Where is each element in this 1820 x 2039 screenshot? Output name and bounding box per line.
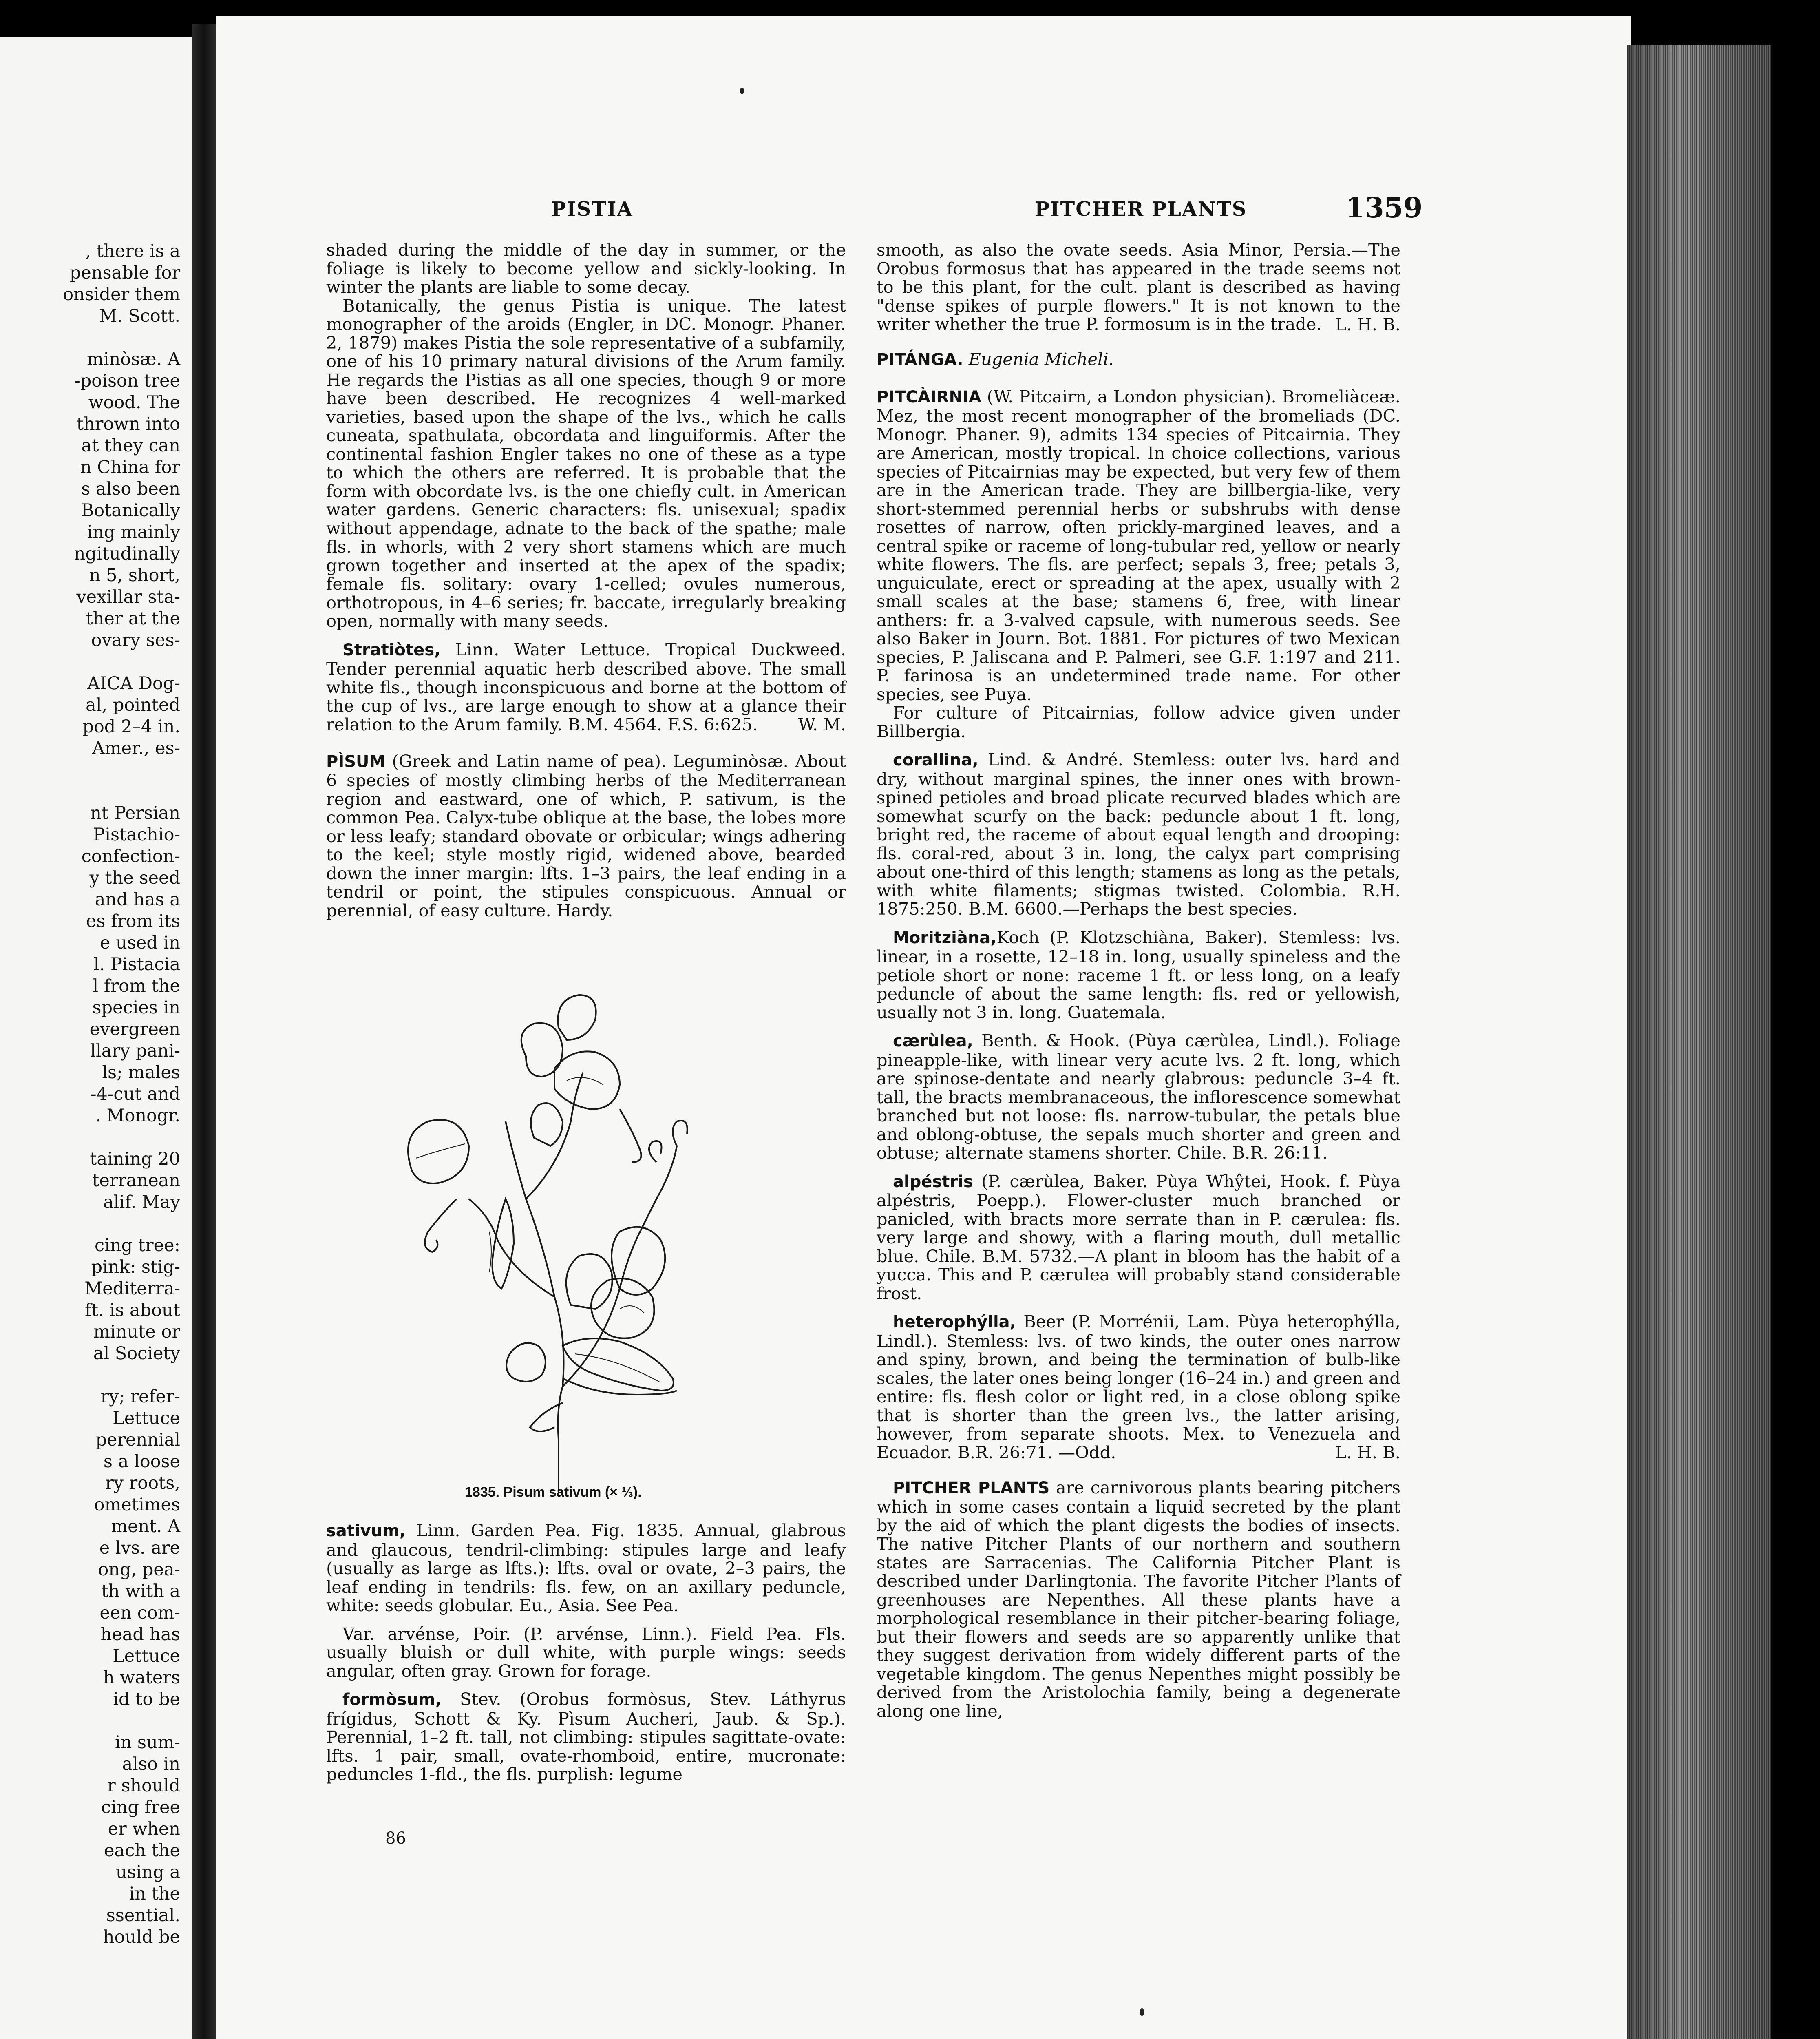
facing-page-line: Lettuce: [113, 1646, 180, 1666]
facing-page-line: minute or: [93, 1322, 180, 1342]
arvense-entry: Var. arvénse, Poir. (P. arvénse, Linn.). Field Pea. Fls. usually bluish or dull white, with purple wings: seeds angular, often gray. Grown for forage.: [326, 1623, 846, 1681]
facing-page-line: ry roots,: [105, 1473, 180, 1493]
facing-page-line: al, pointed: [86, 695, 180, 715]
facing-page-line: pod 2–4 in.: [82, 717, 180, 737]
facing-page-line: ssential.: [106, 1905, 180, 1926]
facing-page-line: h waters: [103, 1667, 180, 1688]
facing-page-line: . Monogr.: [95, 1106, 180, 1126]
facing-page-line: ong, pea-: [98, 1559, 180, 1580]
tendril: [640, 1121, 687, 1232]
facing-page-line: onsider them: [63, 284, 180, 305]
facing-page-line: n China for: [80, 457, 180, 478]
facing-page-line: l. Pistacia: [93, 954, 180, 975]
pisum-entry: PÌSUM (Greek and Latin name of pea). Leguminòsæ. About 6 species of mostly climbing herbs of the Mediterranean region and eastward, one of which, P. sativum, is the common Pea. Calyx-tube oblique at the base, the lobes more or less leafy; standard obovate or orbicular; wings adhering to the keel; style mostly rigid, widened above, bearded down the inner margin: lfts. 1–3 pairs, the leaf ending in a tendril or point, the stipules conspicuous. Annual or perennial, of easy culture. Hardy.: [326, 751, 846, 920]
stratiotes-entry: Stratiòtes, Linn. Water Lettuce. Tropical Duckweed. Tender perennial aquatic herb described above. The small white fls., though inconspicuous and borne at the bottom of the cup of lvs., are large enough to show at a glance their relation to the Arum family. B.M. 4564. F.S. 6:625. W. M.: [326, 639, 846, 734]
culture-note: For culture of Pitcairnias, follow advice given under Billbergia.: [877, 703, 1400, 741]
pitcher-plants-entry: PITCHER PLANTS are carnivorous plants bearing pitchers which in some cases contain a liquid secreted by the plant by the aid of which the plant digests the bodies of insects. The native Pitcher Plants of our northern and southern states are Sarracenias. The California Pitcher Plant is described under Darlingtonia. The favorite Pitcher Plants of greenhouses are Nepenthes. All these plants have a morphological resemblance in their pitcher-bearing foliage, but their flowers and seeds are so apparently unlike that they suggest derivation from widely different parts of the vegetable kingdom. The genus Nepenthes might possibly be derived from the Aristolochia family, being a degenerate along one line,: [877, 1477, 1400, 1721]
genus-heading: PITCHER PLANTS: [893, 1478, 1050, 1497]
facing-page-line: ther at the: [86, 608, 180, 629]
facing-page-line: minòsæ. A: [87, 349, 180, 369]
right-column: [877, 241, 1400, 1720]
corallina-entry: corallina, Lind. & André. Stemless: outer lvs. hard and dry, without marginal spines, the inner ones with brown-spined petioles and broad plicate recurved blades which are somewhat scurfy on the back: peduncle about 1 ft. long, bright red, the raceme of about equal length and drooping: fls. coral-red, about 3 in. long, the calyx part comprising about one-third of this length; stamens as long as the petals, with white filaments; stigmas twisted. Colombia. R.H. 1875:250. B.M. 6600.—Perhaps the best species.: [877, 750, 1400, 919]
species-name: corallina,: [893, 751, 978, 770]
alpestris-entry: alpéstris (P. cærùlea, Baker. Pùya Whŷtei, Hook. f. Pùya alpéstris, Poepp.). Flower-cluster much branched or panicled, with bracts more serrate than in P. cærulea: fls. very large and showy, with a flaring mouth, dull metallic blue. Chile. B.M. 5732.—A plant in bloom has the habit of a yucca. This and P. cærulea will probably stand considerable frost.: [877, 1171, 1400, 1303]
facing-page-line: taining 20: [90, 1149, 180, 1169]
tendril: [649, 1141, 662, 1162]
flower: [521, 1023, 563, 1077]
species-name: heterophýlla,: [893, 1313, 1016, 1331]
facing-page-line: es from its: [86, 911, 180, 931]
pitanga-entry: PITÁNGA. Eugenia Micheli.: [877, 349, 1114, 369]
facing-page-line: Botanically: [81, 500, 180, 521]
tendril: [620, 1109, 641, 1162]
pea-pod: [563, 1338, 674, 1391]
facing-page-line: r should: [107, 1776, 180, 1796]
facing-page-line: ry; refer-: [100, 1387, 180, 1407]
heterophylla-entry: heterophýlla, Beer (P. Morrénii, Lam. Pùya heterophýlla, Lindl.). Stemless: lvs. of two kinds, the outer ones narrow and spiny, brown, and being the termination of bulb-like scales, the later ones being longer (16–24 in.) and green and entire: fls. flesh color or light red, in a close oblong spike that is shorter than the green lvs., the latter arising, however, from separate shoots. Mex. to Venezuela and Ecuador. B.R. 26:71. —Odd.: [877, 1311, 1400, 1462]
species-name: Moritziàna,: [893, 928, 997, 947]
facing-page-line: cing tree:: [95, 1235, 180, 1256]
facing-page-line: n 5, short,: [89, 565, 180, 586]
signature-folio: 86: [385, 1829, 406, 1848]
pitcairnia-entry: PITCÀIRNIA (W. Pitcairn, a London physician). Bromeliàceæ. Mez, the most recent monographer of the bromeliads (DC. Monogr. Phaner. 9), admits 134 species of Pitcairnia. They are American, mostly tropical. In choice collections, various species of Pitcairnias may be expected, but very few of them are in the American trade. They are billbergia-like, very short-stemmed perennial herbs or subshrubs with dense rosettes of narrow, often prickly-margined leaves, and a central spike or raceme of long-tubular red, yellow or nearly white flowers. The fls. are perfect; sepals 3, free; petals 3, unguiculate, erect or spreading at the apex, usually with 2 small scales at the base; stamens 6, free, with linear anthers: fr. a 3-valved capsule, with numerous seeds. See also Baker in Journ. Bot. 1881. For pictures of two Mexican species, P. Jaliscana and P. Palmeri, see G.F. 1:197 and 211. P. farinosa is an undetermined trade name. For other species, see Puya.: [877, 386, 1400, 704]
facing-page-line: evergreen: [89, 1019, 180, 1039]
facing-page-line: alif. May: [103, 1192, 180, 1212]
facing-page-line: ometimes: [94, 1495, 180, 1515]
moritziana-entry: Moritziàna,Koch (P. Klotzschiàna, Baker). Stemless: lvs. linear, in a rosette, 12–18 in. long, usually spineless and the petiole short or none: raceme 1 ft. or less long, on a leafy peduncle of about the same length: fls. red or yellowish, usually not 3 in. long. Guatemala.: [877, 927, 1400, 1022]
facing-page-line: nt Persian: [90, 803, 180, 823]
facing-page-line: in the: [129, 1884, 180, 1904]
facing-page-line: pensable for: [69, 263, 180, 283]
facing-page-line: M. Scott.: [99, 306, 180, 326]
facing-page-line: perennial: [95, 1430, 180, 1450]
speck: [1140, 2008, 1144, 2016]
facing-page-line: species in: [92, 997, 180, 1018]
flower: [554, 1051, 620, 1109]
facing-page-line: l from the: [93, 976, 180, 996]
facing-page-line: AICA Dog-: [87, 673, 180, 694]
running-head-left: PISTIA: [551, 198, 633, 221]
facing-page-line: y the seed: [89, 868, 180, 888]
species-name: formòsum,: [342, 1690, 442, 1709]
caerulea-entry: cærùlea, Benth. & Hook. (Pùya cærùlea, Lindl.). Foliage pineapple-like, with linear very acute lvs. 2 ft. long, which are spinose-dentate and nearly glabrous: peduncle 3–4 ft. tall, the bracts membranaceous, the inflorescence somewhat branched but not loose: fls. narrow-tubular, the petals blue and oblong-obtuse, the sepals much shorter and green and obtuse; alternate stamens shorter. Chile. B.R. 26:11.: [877, 1031, 1400, 1163]
left-column-top: [326, 241, 846, 920]
species-name: sativum,: [326, 1522, 406, 1540]
facing-page-line: Mediterra-: [84, 1278, 180, 1299]
formosum-entry: formòsum, Stev. (Orobus formòsus, Stev. Láthyrus frígidus, Schott & Ky. Pìsum Aucheri, Jaub. & Sp.). Perennial, 1–2 ft. tall, not climbing: stipules sagittate-ovate: lfts. 1 pair, small, ovate-rhomboid, entire, mucronate: peduncles 1-fld., the fls. purplish: legume: [326, 1689, 846, 1784]
sativum-entry: sativum, Linn. Garden Pea. Fig. 1835. Annual, glabrous and glaucous, tendril-climbing: stipules large and leafy (usually as large as lfts.): lfts. oval or ovate, 2–3 pairs, the leaf ending in tendrils: fls. few, on an axillary peduncle, white: seeds globular. Eu., Asia. See Pea.: [326, 1520, 846, 1615]
pea-pod: [493, 1199, 514, 1289]
species-name: cærùlea,: [893, 1032, 973, 1050]
facing-page-line: confection-: [81, 846, 180, 867]
facing-page-line: , there is a: [85, 241, 180, 261]
facing-page-line: Lettuce: [113, 1408, 180, 1429]
genus-heading: PITÁNGA.: [877, 350, 963, 369]
formosum-continued: smooth, as also the ovate seeds. Asia Minor, Persia.—The Orobus formosus that has appeared in the trade seems not to be this plant, for the cult. plant is described as having "dense spikes of purple flowers." It is not known to the writer whether the true P. formosum is in the trade.: [877, 240, 1400, 334]
facing-page-line: th with a: [101, 1581, 180, 1601]
signature: L. H. B.: [1335, 314, 1400, 334]
facing-page-line: ovary ses-: [91, 630, 180, 650]
left-column-bottom: [326, 1521, 846, 1784]
facing-page-line: vexillar sta-: [76, 587, 180, 607]
pisum-sativum-illustration: [391, 987, 701, 1493]
facing-page-line: al Society: [93, 1343, 180, 1364]
facing-page-line: een com-: [99, 1603, 180, 1623]
running-head-right: PITCHER PLANTS: [1035, 198, 1247, 221]
facing-page-line: using a: [115, 1862, 180, 1882]
facing-page-line: llary pani-: [90, 1041, 180, 1061]
facing-page-line: s also been: [81, 479, 180, 499]
facing-page-line: id to be: [113, 1689, 180, 1709]
facing-page-line: and has a: [95, 889, 180, 910]
book-gutter: [192, 24, 216, 2039]
main-stem: [506, 1121, 564, 1493]
facing-page-line: wood. The: [88, 392, 180, 413]
genus-heading: PÌSUM: [326, 752, 386, 771]
facing-page-line: head has: [100, 1624, 180, 1645]
species-name: alpéstris: [893, 1172, 973, 1191]
facing-page-line: thrown into: [76, 414, 180, 434]
facing-page-line: er when: [108, 1819, 180, 1839]
facing-page-line: e used in: [100, 933, 180, 953]
speck: [740, 88, 744, 94]
facing-page-line: in sum-: [115, 1732, 180, 1753]
facing-page-line: e lvs. are: [99, 1538, 180, 1558]
facing-page-line: ls; males: [102, 1062, 180, 1083]
entry-name: Stratiòtes,: [342, 640, 441, 659]
flower-bud: [531, 1103, 563, 1146]
genus-heading: PITCÀIRNIA: [877, 387, 981, 407]
facing-page-line: terranean: [92, 1170, 180, 1191]
leaf: [408, 1120, 469, 1183]
facing-page-fragment: [0, 37, 192, 2039]
facing-page-line: -poison tree: [74, 371, 180, 391]
facing-page-line: each the: [104, 1840, 180, 1861]
facing-page-line: cing free: [101, 1797, 180, 1818]
facing-page-line: Amer., es-: [92, 738, 180, 759]
facing-page-line: s a loose: [103, 1451, 180, 1472]
pistia-paragraph-2: Botanically, the genus Pistia is unique. The latest monographer of the aroids (Engler, in DC. Monogr. Phaner. 2, 1879) makes Pistia the sole representative of a subfamily, one of his 10 primary natural divisions of the Arum family. He regards the Pistias as all one species, though 9 or more have been described. He recognizes 4 well-marked varieties, based upon the shape of the lvs., which he calls cuneata, spathulata, obcordata and linguiformis. After the continental fashion Engler takes no one of these as a type to which the others are referred. It is probable that the form with obcordate lvs. is the one chiefly cult. in American water gardens. Generic characters: fls. unisexual; spadix without appendage, adnate to the back of the spathe; male fls. in whorls, with 2 very short stamens which are much grown together and inserted at the apex of the spadix; female fls. solitary: ovary 1-celled; ovules numerous, orthotropous, in 4–6 series; fr. baccate, irregularly breaking open, normally with many seeds.: [326, 295, 846, 631]
stipule: [506, 1343, 546, 1382]
facing-page-line: at they can: [81, 436, 180, 456]
tendril: [425, 1199, 457, 1252]
pistia-paragraph-1: shaded during the middle of the day in summer, or the foliage is likely to become yellow and sickly-looking. In winter the plants are liable to some decay.: [326, 240, 846, 297]
facing-page-line: ment. A: [111, 1516, 180, 1537]
facing-page-line: also in: [122, 1754, 180, 1774]
leaf: [558, 995, 596, 1040]
page-number: 1359: [1345, 192, 1423, 224]
facing-page-line: -4-cut and: [91, 1084, 180, 1104]
facing-page-line: ft. is about: [84, 1300, 180, 1320]
facing-page-line: pink: stig-: [91, 1257, 180, 1277]
facing-page-line: hould be: [103, 1927, 180, 1947]
figure-caption: 1835. Pisum sativum (× ⅓).: [465, 1484, 642, 1500]
facing-page-line: Pistachio-: [93, 825, 180, 845]
facing-page-line: ngitudinally: [74, 544, 180, 564]
flower: [612, 1227, 665, 1295]
facing-page-line: ing mainly: [87, 522, 180, 542]
flower: [591, 1278, 654, 1338]
signature: W. M.: [798, 714, 846, 734]
signature: L. H. B.: [1335, 1442, 1400, 1462]
